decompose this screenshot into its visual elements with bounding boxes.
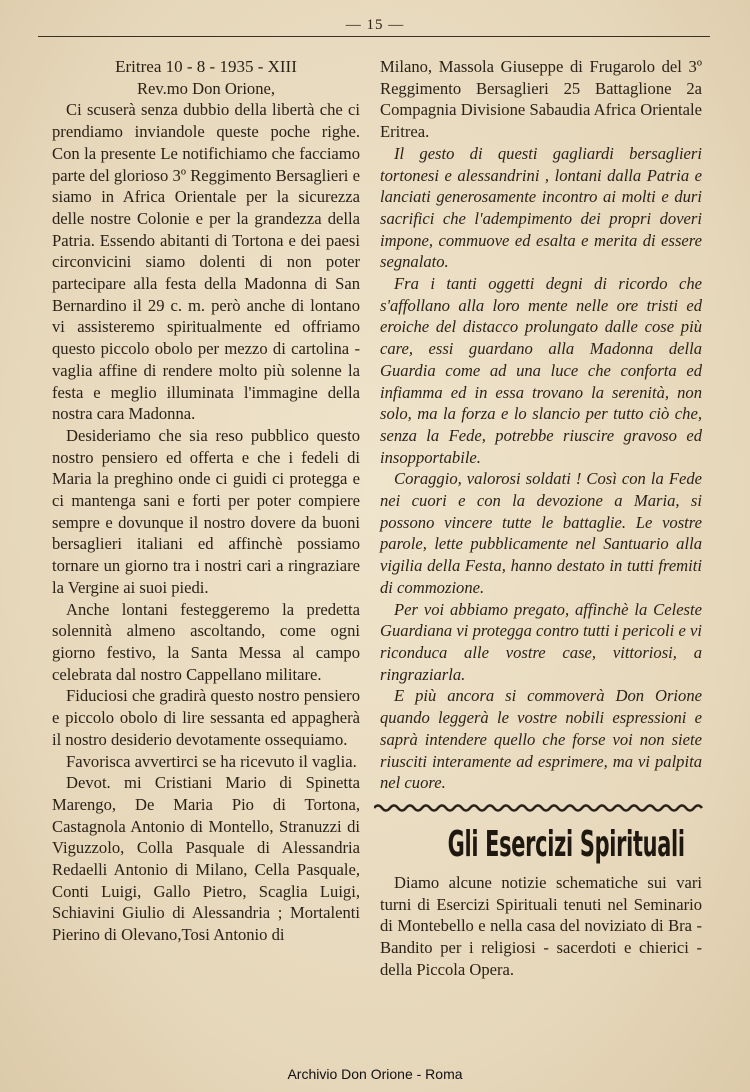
commentary-paragraph: Fra i tanti oggetti degni di ricordo che s'affollano alla loro mente nelle ore tristi ed eroiche del distacco prolungato dalle cose più care, essi guardano alla Madonna della Guardia come ad una luce che conforta ed infiamma ed in essa trovano la serenità, non solo, ma la forza e lo slancio per tutto ciò che, senza la Fede, potrebbe riuscire gravoso ed insopportabile. xyxy=(380,274,702,467)
section-title: Gli Esercizi Spirituali xyxy=(447,823,685,865)
letter-paragraph: Desideriamo che sia reso pubblico questo nostro pensiero ed offerta e che i fedeli di Maria la preghino onde ci guidi ci protegga e ci mantenga sani e forti per poter compiere sempre e dovunque il nostro dovere da buoni bersaglieri italiani ed affinchè possiamo tornare un giorno tra i nostri cari a ringraziare la Vergine ai suoi piedi. xyxy=(52,425,360,597)
section-intro: Diamo alcune notizie schematiche sui vari turni di Esercizi Spirituali tenuti nel Seminario di Montebello e nella casa del noviziato di Bra - Bandito per i religiosi - sacerdoti e chierici - della Piccola Opera. xyxy=(380,872,702,979)
letter-dateline: Eritrea 10 - 8 - 1935 - XIII xyxy=(115,57,297,76)
commentary-paragraph: Il gesto di questi gagliardi bersaglieri tortonesi e alessandrini , lontani dalla Patria e lanciati generosamente incontro ai molti e duri sacrifici che l'adempimento dei propri doveri impone, commuove ed esalta e merita di essere segnalato. xyxy=(380,143,702,272)
commentary-paragraph: Per voi abbiamo pregato, affinchè la Celeste Guardiana vi protegga contro tutti i pericoli e vi riconduca alle vostre case, vittoriosi, a ringraziarla. xyxy=(380,599,702,684)
letter-signatures-continued: Milano, Massola Giuseppe di Frugarolo del 3º Reggimento Bersaglieri 25 Battaglione 2a Compagnia Divisione Sabaudia Africa Orientale Eritrea. xyxy=(380,57,702,142)
commentary xyxy=(380,143,702,794)
letter-signatures: Devot. mi Cristiani Mario di Spinetta Marengo, De Maria Pio di Tortona, Castagnola Antonio di Montello, Stranuzzi di Viguzzolo, Colla Pasquale di Alessandria Redaelli Antonio di Milano, Cella Pasquale, Conti Luigi, Gallo Pietro, Scaglia Luigi, Schiavini Giulio di Alessandria ; Mortalenti Pierino di Olevano,Tosi Antonio di xyxy=(52,773,360,945)
archive-footer: Archivio Don Orione - Roma xyxy=(287,1066,463,1082)
left-column xyxy=(52,56,360,946)
right-column xyxy=(380,56,702,980)
letter-salutation: Rev.mo Don Orione, xyxy=(136,78,276,98)
page-number: — 15 — xyxy=(345,17,405,33)
commentary-paragraph: Coraggio, valorosi soldati ! Così con la Fede nei cuori e con la devozione a Maria, si possono vincere tutte le battaglie. Le vostre parole, lette pubblicamente nel Santuario alla vigilia della Festa, hanno destato in tutti fremiti di commozione. xyxy=(380,469,702,597)
header-rule xyxy=(38,36,710,37)
letter-paragraph: Ci scuserà senza dubbio della libertà che ci prendiamo inviandole queste poche righe. Con la presente Le notifichiamo che facciamo parte del glorioso 3º Reggimento Bersaglieri e siamo in Africa Orientale per la sicurezza delle nostre Colonie e per la grandezza della Patria. Essendo abitanti di Tortona e dei paesi circonvicini siamo dolenti di non poter partecipare alla festa della Madonna di San Bernardino il 29 c. m. però anche di lontano vi assisteremo spiritualmente ed offriamo questo piccolo obolo per mezzo di cartolina - vaglia affine di rendere molto più solenne la festa e meglio illuminata l'immagine della nostra cara Madonna. xyxy=(52,100,360,424)
decorative-wave-divider xyxy=(374,802,704,814)
letter-paragraph: Favorisca avvertirci se ha ricevuto il vaglia. xyxy=(66,751,357,771)
commentary-paragraph: E più ancora si commoverà Don Orione quando leggerà le vostre nobili espressioni e saprà intendere quello che forse voi non siete riusciti interamente ad esprimere, ma vi palpita nel cuore. xyxy=(380,686,702,793)
letter-paragraph: Anche lontani festeggeremo la predetta solennità almeno ascoltando, come ogni giorno festivo, la Santa Messa al campo celebrata dal nostro Cappellano militare. xyxy=(52,599,360,684)
letter-paragraph: Fiduciosi che gradirà questo nostro pensiero e piccolo obolo di lire sessanta ed appagherà il nostro desiderio devotamente osseq​uiamo. xyxy=(52,686,360,749)
section-intro-block xyxy=(380,872,702,981)
